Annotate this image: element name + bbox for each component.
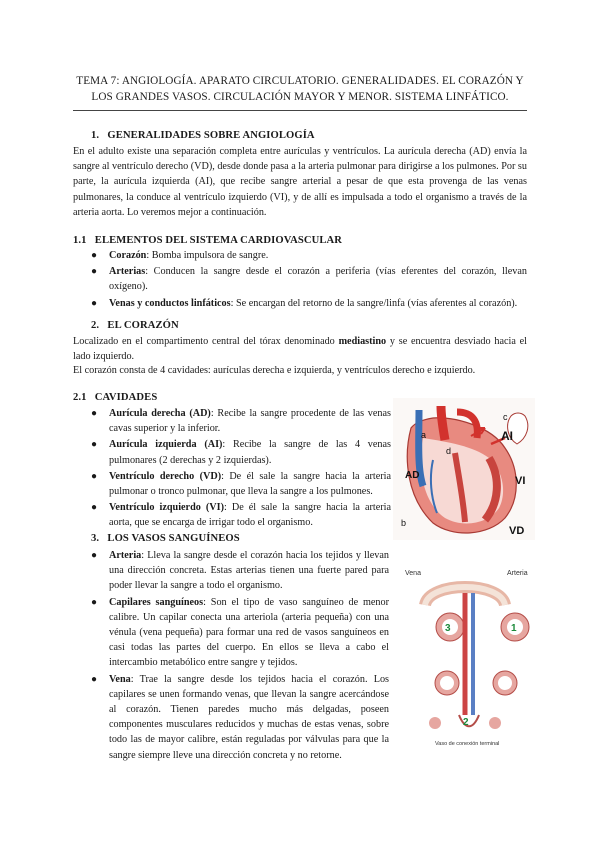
- list-item: ● Vena: Trae la sangre desde los tejidos hacia el corazón. Los capilares se unen formando venas, que llevan la sangre acercándose al corazón. Tienen paredes mucho más delgadas, poseen componentes musculares reducidos y muchas de estas venas, sobre todo las de mayor calibre, están reguladas por válvulas para que la sangre siempre lleve una dirección concreta y no retorne.: [91, 673, 389, 761]
- label-a: a: [421, 430, 427, 440]
- label-3: 3: [445, 623, 451, 634]
- label-1: 1: [511, 623, 517, 634]
- section-number: 2.1: [73, 392, 87, 403]
- list-item: ● Capilares sanguíneos: Son el tipo de vaso sanguíneo de menor calibre. Un capilar conecta una arteriola (arteria pequeña) con una vénula (vena pequeña) para formar una red de vasos sanguíneos en casi todas las partes del cuerpo. En ellos se lleva a cabo el intercambio metabólico entre sangre y tejidos.: [91, 596, 389, 669]
- section-1-heading: [91, 130, 315, 141]
- label-vena: Vena: [405, 570, 421, 577]
- section-title: ELEMENTOS DEL SISTEMA CARDIOVASCULAR: [94, 235, 343, 246]
- section-number: 2.: [91, 320, 100, 331]
- section-2-paragraph-1: Localizado en el compartimento central del tórax denominado mediastino y se encuentra desviado hacia el lado izquierdo.: [73, 336, 527, 363]
- label-ai: AI: [501, 429, 513, 443]
- section-2-1-heading: [73, 392, 157, 403]
- section-2-paragraph-2: El corazón consta de 4 cavidades: aurículas derecha e izquierda, y ventrículos derecho e izquierdo.: [73, 365, 476, 376]
- title-divider: [73, 110, 527, 111]
- section-number: 1.: [91, 130, 100, 141]
- document-title: TEMA 7: ANGIOLOGÍA. APARATO CIRCULATORIO. GENERALIDADES. EL CORAZÓN Y LOS GRANDES VASOS. CIRCULACIÓN MAYOR Y MENOR. SISTEMA LINFÁTICO.: [76, 75, 524, 103]
- list-item: ● Aurícula izquierda (AI): Recibe la sangre de las 4 venas pulmonares (2 derechas y 2 izquierdas).: [91, 439, 391, 466]
- list-item: ● Arteria: Lleva la sangre desde el corazón hacia los tejidos y llevan una dirección concreta. Estas arterias tienen una fuerte pared para poder llevar la sangre a todo el organismo.: [91, 550, 389, 592]
- section-title: LOS VASOS SANGUÍNEOS: [107, 533, 240, 544]
- arteriole-ring-lumen: [498, 676, 512, 690]
- label-vi: VI: [515, 475, 526, 487]
- list-item: ● Ventrículo izquierdo (VI): De él sale la sangre hacia la arteria aorta, que se encarga de irrigar todo el organismo.: [91, 502, 392, 529]
- list-item: ● Corazón: Bomba impulsora de sangre.: [91, 250, 269, 261]
- list-item: ● Ventrículo derecho (VD): De él sale la sangre hacia la arteria pulmonar o tronco pulmonar, que lleva la sangre a los pulmones.: [91, 470, 391, 498]
- label-c: c: [503, 412, 508, 422]
- section-number: 1.1: [73, 235, 87, 246]
- venule-ring-lumen: [440, 676, 454, 690]
- label-2: 2: [463, 717, 469, 728]
- label-d: d: [446, 446, 452, 456]
- capillary-ring-left: [429, 717, 441, 729]
- list-item: ● Venas y conductos linfáticos: Se encargan del retorno de la sangre/linfa (vías aferentes al corazón).: [91, 297, 518, 309]
- section-1-paragraph: En el adulto existe una separación completa entre aurículas y ventrículos. La aurícula derecha (AD) envía la sangre al ventrículo derecho (VD), desde donde pasa a la arteria pulmonar para dirigirse a los pulmones. Por su parte, la aurícula izquierda (AI), que recibe sangre arterial a pesar de que esta provenga de las venas pulmonares, la conduce al ventrículo izquierdo (VI), y de allí es impulsada a todo el organismo a través de la arteria aorta. Lo veremos mejor a continuación.: [73, 146, 527, 218]
- section-number: 3.: [91, 533, 100, 544]
- list-item: ● Aurícula derecha (AD): Recibe la sangre procedente de las venas cavas superior y la inferior.: [91, 408, 391, 435]
- section-title: EL CORAZÓN: [107, 320, 179, 331]
- label-arteria: Arteria: [507, 570, 528, 577]
- label-vd: VD: [509, 525, 525, 537]
- aorta-shape: [441, 406, 445, 440]
- section-2-heading: [91, 320, 179, 331]
- heart-diagram: [393, 398, 535, 540]
- figure-caption: Vaso de conexión terminal: [435, 741, 500, 747]
- label-b: b: [401, 518, 407, 528]
- label-ad: AD: [405, 470, 420, 481]
- blood-vessels-diagram: [395, 565, 535, 753]
- section-title: CAVIDADES: [94, 392, 158, 403]
- section-title: GENERALIDADES SOBRE ANGIOLOGÍA: [107, 130, 315, 141]
- list-item: ● Arterias: Conducen la sangre desde el corazón a periferia (vías eferentes del corazón, llevan oxígeno).: [91, 266, 527, 293]
- elements-list: [73, 248, 527, 312]
- section-3-heading: [91, 533, 240, 544]
- section-1-1-heading: [73, 235, 342, 246]
- capillary-ring-right: [489, 717, 501, 729]
- vessels-list: [73, 548, 389, 764]
- cavities-list: [73, 406, 391, 532]
